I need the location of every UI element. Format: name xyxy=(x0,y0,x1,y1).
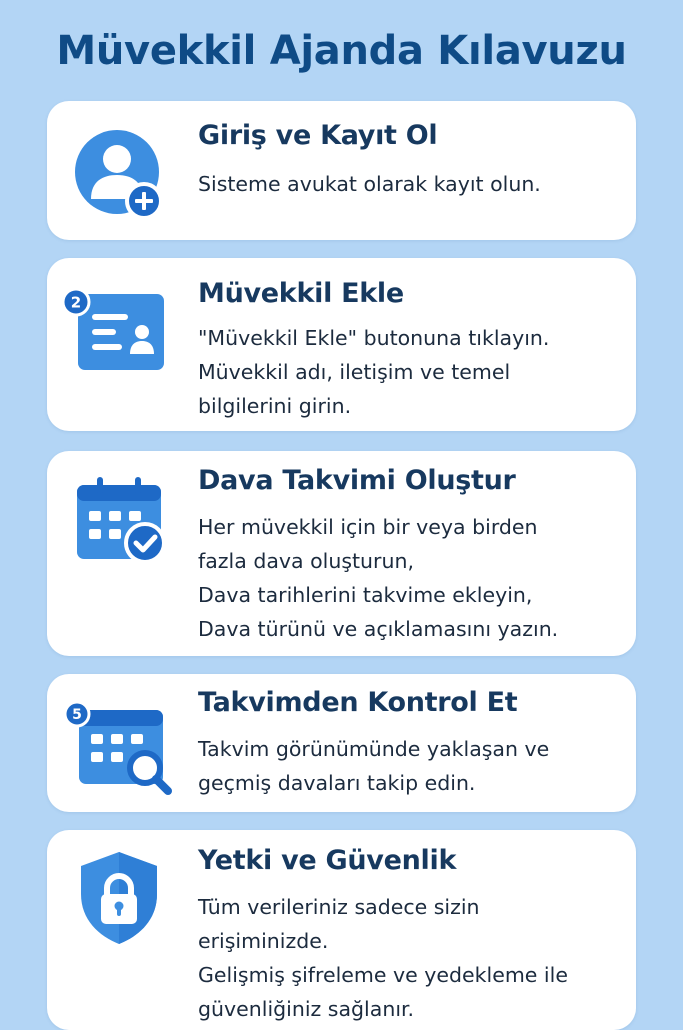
step-description xyxy=(198,510,620,646)
description-line: "Müvekkil Ekle" butonuna tıklayın. xyxy=(198,326,550,350)
description-line: Müvekkil adı, iletişim ve temel xyxy=(198,360,511,384)
description-line: Her müvekkil için bir veya birden xyxy=(198,515,538,539)
description-line: güvenliğiniz sağlanır. xyxy=(198,997,415,1021)
step-title: Müvekkil Ekle xyxy=(198,278,404,309)
step-card-case-calendar xyxy=(47,451,636,656)
step-title: Dava Takvimi Oluştur xyxy=(198,465,516,496)
step-card-calendar-check xyxy=(47,674,636,812)
step-description xyxy=(198,167,620,201)
page-title: Müvekkil Ajanda Kılavuzu xyxy=(56,28,627,74)
description-line: bilgilerini girin. xyxy=(198,394,352,418)
calendar-check-icon xyxy=(73,475,171,565)
user-add-icon xyxy=(73,129,168,224)
step-badge: 5 xyxy=(72,707,82,723)
calendar-search-icon xyxy=(65,700,175,796)
description-line: Dava türünü ve açıklamasını yazın. xyxy=(198,617,559,641)
description-line: Tüm verileriniz sadece sizin xyxy=(198,895,480,919)
description-line: erişiminizde. xyxy=(198,929,329,953)
description-line: Takvim görünümünde yaklaşan ve xyxy=(198,737,550,761)
step-card-add-client xyxy=(47,258,636,431)
step-description xyxy=(198,732,620,800)
description-line: Sisteme avukat olarak kayıt olun. xyxy=(198,172,541,196)
step-badge: 2 xyxy=(70,293,82,312)
description-line: fazla dava oluşturun, xyxy=(198,549,414,573)
shield-lock-icon xyxy=(77,848,161,948)
description-line: Dava tarihlerini takvime ekleyin, xyxy=(198,583,533,607)
description-line: geçmiş davaları takip edin. xyxy=(198,771,476,795)
step-title: Takvimden Kontrol Et xyxy=(198,687,518,718)
step-title: Yetki ve Güvenlik xyxy=(198,845,457,876)
description-line: Gelişmiş şifreleme ve yedekleme ile xyxy=(198,963,568,987)
client-card-icon xyxy=(62,288,166,374)
step-card-register xyxy=(47,101,636,240)
step-description xyxy=(198,890,620,1026)
step-title: Giriş ve Kayıt Ol xyxy=(198,120,438,151)
step-description xyxy=(198,321,620,423)
step-card-security xyxy=(47,830,636,1030)
